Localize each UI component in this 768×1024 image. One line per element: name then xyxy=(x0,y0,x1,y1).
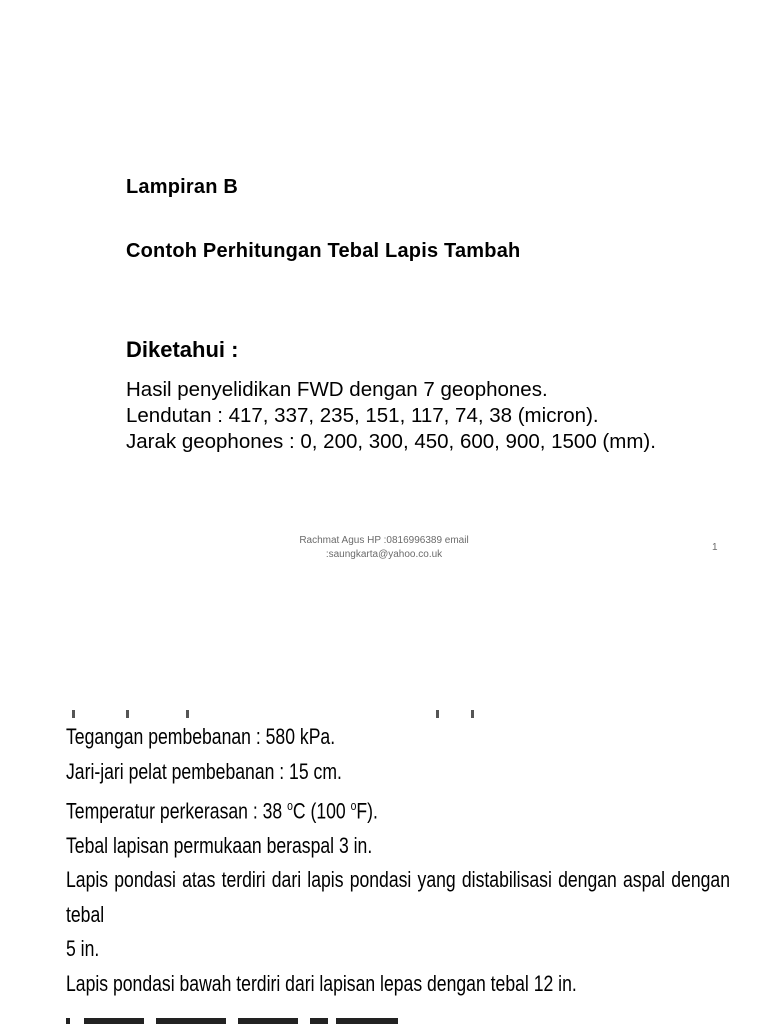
appendix-label: Lampiran B xyxy=(126,176,239,198)
line-surface-layer: Tebal lapisan permukaan beraspal 3 in. xyxy=(66,832,373,858)
clipped-text-fragment-bottom xyxy=(66,1015,406,1024)
given-item-deflection: Lendutan : 417, 337, 235, 151, 117, 74, 38 (micron). xyxy=(126,404,599,427)
line-plate-radius: Jari-jari pelat pembebanan : 15 cm. xyxy=(66,758,342,784)
line-base-layer-2: 5 in. xyxy=(66,936,100,962)
line-base-layer-1: Lapis pondasi atas terdiri dari lapis pondasi yang distabilisasi dengan aspal dengan tebal xyxy=(66,867,730,927)
footer-line-2: :saungkarta@yahoo.co.uk xyxy=(325,549,443,560)
document-title: Contoh Perhitungan Tebal Lapis Tambah xyxy=(126,240,521,262)
clipped-text-fragment-top xyxy=(66,704,486,718)
footer-line-1: Rachmat Agus HP :0816996389 email xyxy=(299,535,469,546)
line-load-stress: Tegangan pembebanan : 580 kPa. xyxy=(66,724,336,749)
known-heading: Diketahui : xyxy=(126,337,239,362)
given-item-fwd: Hasil penyelidikan FWD dengan 7 geophones. xyxy=(126,378,548,401)
temp-prefix: Temperatur perkerasan : 38 xyxy=(66,798,288,824)
temp-middle: C (100 xyxy=(292,798,351,824)
page-footer xyxy=(234,534,534,562)
document-page-2 xyxy=(0,600,768,1024)
line-subbase-layer: Lapis pondasi bawah terdiri dari lapisan lepas dengan tebal 12 in. xyxy=(66,970,577,996)
given-item-geophone-distance: Jarak geophones : 0, 200, 300, 450, 600, 900, 1500 (mm). xyxy=(126,430,656,453)
degree-mark-celsius: o xyxy=(287,798,293,813)
degree-mark-fahrenheit: o xyxy=(350,798,357,813)
page-2-text-lines xyxy=(66,720,730,1001)
page-number: 1 xyxy=(712,542,718,553)
given-data-list xyxy=(126,377,656,455)
line-pavement-temperature xyxy=(66,789,730,829)
temp-suffix: F). xyxy=(356,798,378,824)
